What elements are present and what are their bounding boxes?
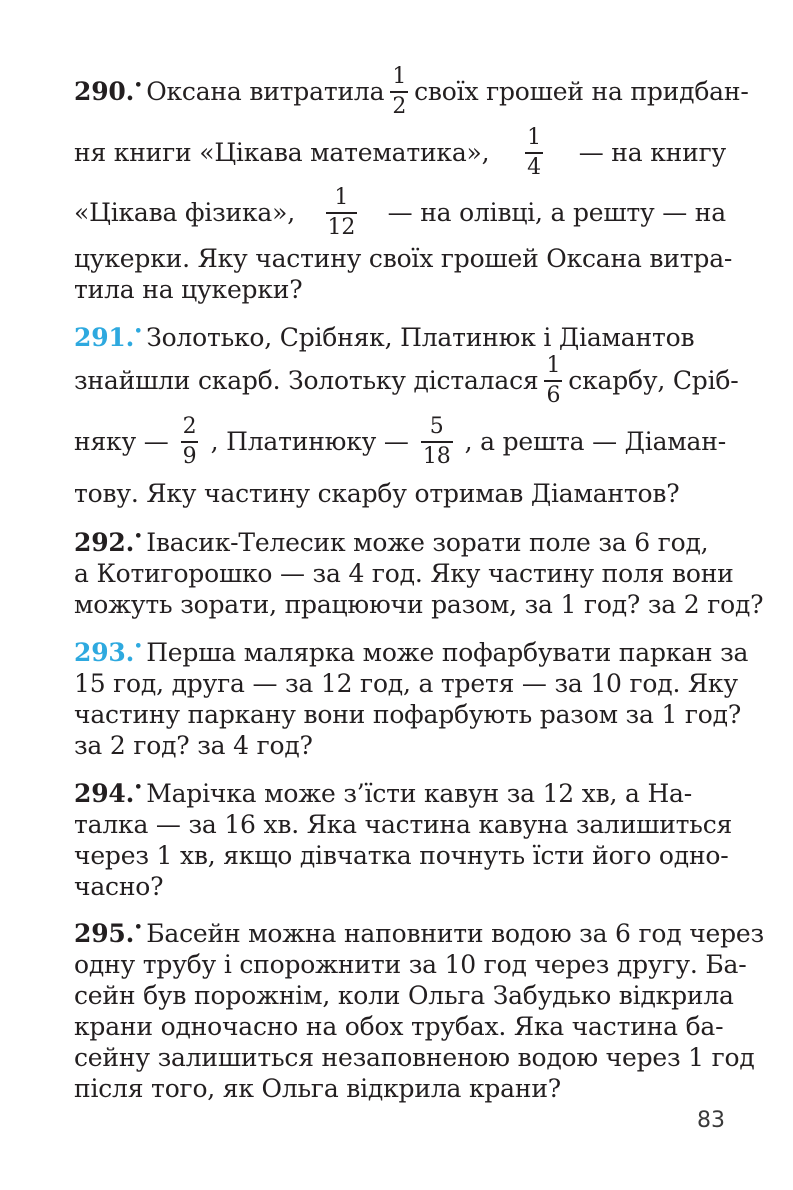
problem-290-line-2 xyxy=(74,125,726,180)
problem-text: — на книгу xyxy=(578,138,726,167)
problem-text: через 1 хв, якщо дівчатка почнуть їсти його одно- xyxy=(74,841,729,870)
problem-text: 15 год, друга — за 12 год, а третя — за 10 год. Яку xyxy=(74,669,738,698)
problem-number: 293. xyxy=(74,638,135,667)
problem-text: — на олівці, а решту — на xyxy=(387,198,726,227)
problem-text: тову. Яку частину скарбу отримав Діамантов? xyxy=(74,479,680,508)
problem-text: Марічка може з’їсти кавун за 12 хв, а На- xyxy=(146,779,693,808)
fraction: $\frac{1}{4}$ xyxy=(527,125,541,180)
problem-291-line-3 xyxy=(74,414,726,469)
problem-text: а Котигорошко — за 4 год. Яку частину поля вони xyxy=(74,559,734,588)
problem-290-line-3 xyxy=(74,185,726,240)
problem-text: часно? xyxy=(74,872,164,901)
problem-text: ня книги «Цікава математика», xyxy=(74,138,490,167)
problem-text: одну трубу і спорожнити за 10 год через другу. Ба- xyxy=(74,950,747,979)
problem-291-line-1 xyxy=(74,318,726,358)
problem-text: скарбу, Сріб- xyxy=(568,366,739,395)
fraction: $\frac{1}{2}$ xyxy=(392,64,407,119)
problem-text: , Платинюку — xyxy=(210,427,409,456)
problem-text: тила на цукерки? xyxy=(74,275,303,304)
problem-293-line-4 xyxy=(74,726,726,766)
problem-text: своїх грошей на придбан- xyxy=(414,77,749,106)
difficulty-marker: • xyxy=(134,639,143,654)
problem-number: 290. xyxy=(74,77,135,106)
difficulty-marker: • xyxy=(134,920,143,935)
problem-number: 294. xyxy=(74,779,135,808)
problem-text: Золотько, Срібняк, Платинюк і Діамантов xyxy=(146,323,695,352)
difficulty-marker: • xyxy=(134,529,143,544)
problem-number: 292. xyxy=(74,528,135,557)
problem-text: Івасик-Телесик може зорати поле за 6 год, xyxy=(146,528,709,557)
problem-number: 295. xyxy=(74,919,135,948)
problem-text: за 2 год? за 4 год? xyxy=(74,731,313,760)
problem-text: Басейн можна наповнити водою за 6 год через xyxy=(146,919,764,948)
problem-295-line-6 xyxy=(74,1069,726,1109)
problem-text: «Цікава фізика», xyxy=(74,198,295,227)
problem-290-line-5 xyxy=(74,270,726,310)
problem-text: няку — xyxy=(74,427,169,456)
difficulty-marker: • xyxy=(134,324,143,339)
page-number: 83 xyxy=(697,1108,725,1133)
problem-text: після того, як Ольга відкрила крани? xyxy=(74,1074,562,1103)
problem-text: талка — за 16 хв. Яка частина кавуна залишиться xyxy=(74,810,733,839)
problem-text: частину паркану вони пофарбують разом за 1 год? xyxy=(74,700,742,729)
difficulty-marker: • xyxy=(134,78,143,93)
difficulty-marker: • xyxy=(134,780,143,795)
problem-text: цукерки. Яку частину своїх грошей Оксана витра- xyxy=(74,244,733,273)
fraction: $\frac{2}{9}$ xyxy=(182,414,197,469)
fraction: $\frac{5}{18}$ xyxy=(422,414,451,469)
problem-text: сейну залишиться незаповненою водою через 1 год xyxy=(74,1043,755,1072)
fraction: $\frac{1}{6}$ xyxy=(546,353,561,408)
problem-text: Оксана витратила xyxy=(146,77,385,106)
problem-text: крани одночасно на обох трубах. Яка частина ба- xyxy=(74,1012,724,1041)
problem-292-line-3 xyxy=(74,585,764,625)
fraction: $\frac{1}{12}$ xyxy=(327,185,356,240)
problem-291-line-4 xyxy=(74,474,726,514)
problem-text: Перша малярка може пофарбувати паркан за xyxy=(146,638,749,667)
problem-text: можуть зорати, працюючи разом, за 1 год? за 2 год? xyxy=(74,590,764,619)
problem-291-line-2 xyxy=(74,353,739,408)
problem-number: 291. xyxy=(74,323,135,352)
problem-294-line-4 xyxy=(74,867,726,907)
problem-290-line-1 xyxy=(74,64,749,119)
problem-text: , а решта — Діаман- xyxy=(464,427,726,456)
problem-text: знайшли скарб. Золотьку дісталася xyxy=(74,366,539,395)
problem-text: сейн був порожнім, коли Ольга Забудько відкрила xyxy=(74,981,734,1010)
